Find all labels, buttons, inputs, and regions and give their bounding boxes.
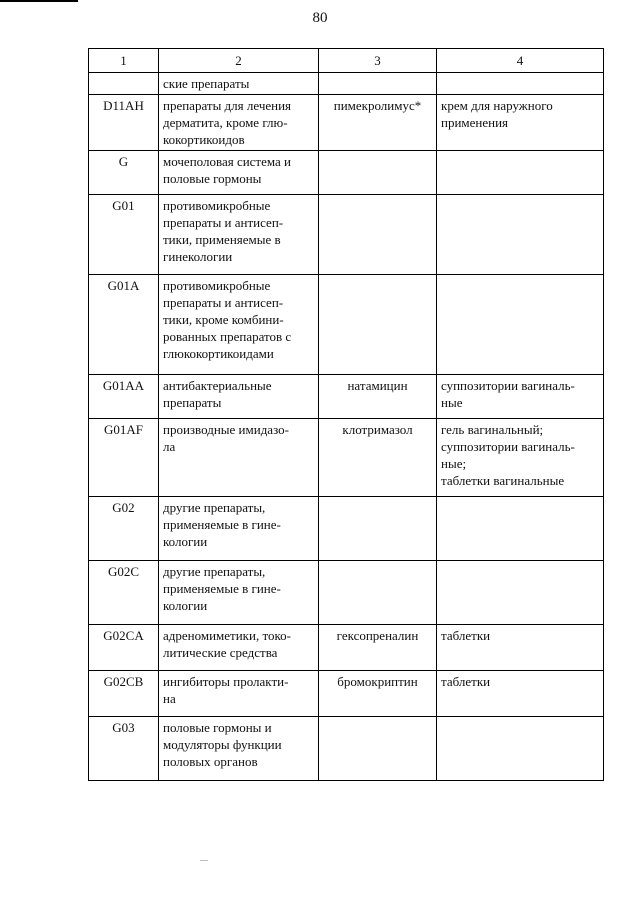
- code-cell: G01: [89, 195, 159, 275]
- inn-cell: [319, 73, 437, 95]
- form-cell: [437, 275, 604, 375]
- scan-mark: [200, 860, 208, 861]
- name-cell: противомикробные препараты и антисеп- тики, кроме комбини- рованных препаратов с глюкокортикоидами: [159, 275, 319, 375]
- code-cell: G02C: [89, 561, 159, 625]
- code-cell: G01AA: [89, 375, 159, 419]
- column-header: 2: [159, 49, 319, 73]
- table-row: [89, 625, 604, 671]
- name-cell: половые гормоны и модуляторы функции половых органов: [159, 717, 319, 781]
- name-cell: производные имидазо- ла: [159, 419, 319, 497]
- inn-cell: пимекролимус*: [319, 95, 437, 151]
- inn-cell: [319, 717, 437, 781]
- name-cell: ские препараты: [159, 73, 319, 95]
- inn-cell: [319, 275, 437, 375]
- name-cell: ингибиторы пролакти- на: [159, 671, 319, 717]
- name-cell: адреномиметики, токо- литические средства: [159, 625, 319, 671]
- code-cell: [89, 73, 159, 95]
- form-cell: суппозитории вагиналь- ные: [437, 375, 604, 419]
- code-cell: G01A: [89, 275, 159, 375]
- table-row: [89, 275, 604, 375]
- page-number: 80: [312, 10, 328, 26]
- table-row: [89, 375, 604, 419]
- inn-cell: [319, 151, 437, 195]
- code-cell: G: [89, 151, 159, 195]
- code-cell: G01AF: [89, 419, 159, 497]
- drug-table: [88, 48, 604, 781]
- name-cell: другие препараты, применяемые в гине- кологии: [159, 497, 319, 561]
- form-cell: [437, 151, 604, 195]
- inn-cell: гексопреналин: [319, 625, 437, 671]
- form-cell: таблетки: [437, 671, 604, 717]
- name-cell: другие препараты, применяемые в гине- кологии: [159, 561, 319, 625]
- table-row: [89, 95, 604, 151]
- code-cell: G02: [89, 497, 159, 561]
- form-cell: [437, 497, 604, 561]
- inn-cell: [319, 195, 437, 275]
- table-row: [89, 717, 604, 781]
- table-row: [89, 73, 604, 95]
- code-cell: D11AH: [89, 95, 159, 151]
- name-cell: препараты для лечения дерматита, кроме глю- кокортикоидов: [159, 95, 319, 151]
- form-cell: гель вагинальный; суппозитории вагиналь- ные; таблетки вагинальные: [437, 419, 604, 497]
- table-row: [89, 561, 604, 625]
- table-header-row: [89, 49, 604, 73]
- table-row: [89, 195, 604, 275]
- inn-cell: бромокриптин: [319, 671, 437, 717]
- table-row: [89, 151, 604, 195]
- name-cell: противомикробные препараты и антисеп- тики, применяемые в гинекологии: [159, 195, 319, 275]
- table-row: [89, 671, 604, 717]
- top-rule: [0, 0, 78, 2]
- form-cell: крем для наружного применения: [437, 95, 604, 151]
- inn-cell: [319, 561, 437, 625]
- name-cell: мочеполовая система и половые гормоны: [159, 151, 319, 195]
- code-cell: G03: [89, 717, 159, 781]
- inn-cell: клотримазол: [319, 419, 437, 497]
- form-cell: [437, 73, 604, 95]
- inn-cell: натамицин: [319, 375, 437, 419]
- form-cell: [437, 561, 604, 625]
- table-row: [89, 497, 604, 561]
- column-header: 4: [437, 49, 604, 73]
- table-body: [89, 73, 604, 781]
- name-cell: антибактериальные препараты: [159, 375, 319, 419]
- form-cell: таблетки: [437, 625, 604, 671]
- table-row: [89, 419, 604, 497]
- form-cell: [437, 717, 604, 781]
- code-cell: G02CB: [89, 671, 159, 717]
- column-header: 3: [319, 49, 437, 73]
- column-header: 1: [89, 49, 159, 73]
- code-cell: G02CA: [89, 625, 159, 671]
- form-cell: [437, 195, 604, 275]
- inn-cell: [319, 497, 437, 561]
